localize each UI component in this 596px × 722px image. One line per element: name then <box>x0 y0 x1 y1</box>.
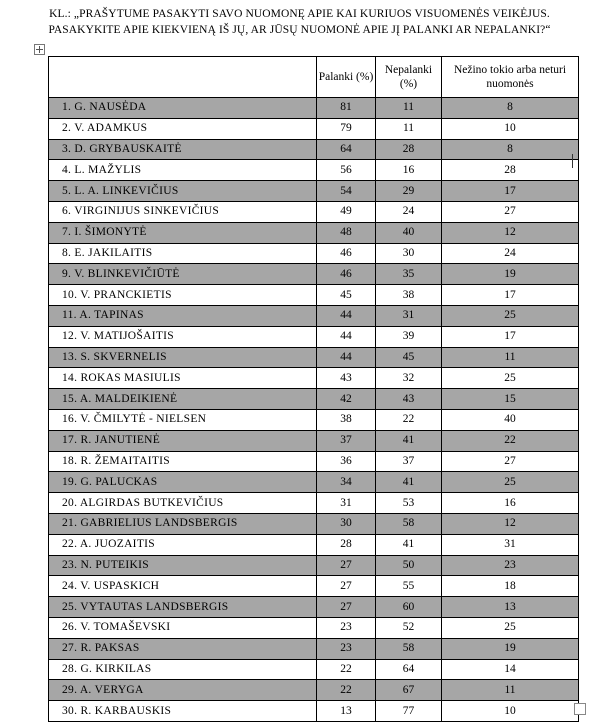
row-name-cell: 11. A. TAPINAS <box>49 305 317 326</box>
row-name-cell: 9. V. BLINKEVIČIŪTĖ <box>49 264 317 285</box>
row-unknown-cell: 17 <box>442 181 579 202</box>
row-favorable-cell: 38 <box>317 409 376 430</box>
row-unfavorable-cell: 41 <box>376 534 442 555</box>
table-row <box>49 701 579 722</box>
table-row <box>49 638 579 659</box>
row-unknown-cell: 8 <box>442 139 579 160</box>
row-unfavorable-cell: 16 <box>376 160 442 181</box>
table-row <box>49 430 579 451</box>
row-unknown-cell: 14 <box>442 659 579 680</box>
row-unknown-cell: 12 <box>442 513 579 534</box>
table-row <box>49 659 579 680</box>
row-unknown-cell: 19 <box>442 638 579 659</box>
header-unfavorable: Nepalanki (%) <box>376 57 442 98</box>
row-favorable-cell: 28 <box>317 534 376 555</box>
table-row <box>49 451 579 472</box>
row-favorable-cell: 42 <box>317 389 376 410</box>
row-unknown-cell: 25 <box>442 368 579 389</box>
row-unfavorable-cell: 39 <box>376 326 442 347</box>
table-row <box>49 285 579 306</box>
row-unfavorable-cell: 24 <box>376 201 442 222</box>
question-line-2: PASAKYKITE APIE KIEKVIENĄ IŠ JŲ, AR JŪSŲ NUOMONĖ APIE JĮ PALANKI AR NEPALANKI?“ <box>48 24 551 36</box>
row-name-cell: 29. A. VERYGA <box>49 680 317 701</box>
row-favorable-cell: 22 <box>317 659 376 680</box>
row-name-cell: 21. GABRIELIUS LANDSBERGIS <box>49 513 317 534</box>
table-row <box>49 576 579 597</box>
row-unfavorable-cell: 35 <box>376 264 442 285</box>
table-row <box>49 305 579 326</box>
table-row <box>49 139 579 160</box>
question-text <box>12 6 587 38</box>
row-name-cell: 4. L. MAŽYLIS <box>49 160 317 181</box>
table-row <box>49 326 579 347</box>
row-name-cell: 2. V. ADAMKUS <box>49 118 317 139</box>
row-unfavorable-cell: 22 <box>376 409 442 430</box>
row-unfavorable-cell: 52 <box>376 617 442 638</box>
table-row <box>49 493 579 514</box>
row-unfavorable-cell: 55 <box>376 576 442 597</box>
row-name-cell: 5. L. A. LINKEVIČIUS <box>49 181 317 202</box>
row-unknown-cell: 25 <box>442 617 579 638</box>
row-unfavorable-cell: 31 <box>376 305 442 326</box>
row-name-cell: 18. R. ŽEMAITAITIS <box>49 451 317 472</box>
table-row <box>49 389 579 410</box>
table-row <box>49 513 579 534</box>
row-favorable-cell: 30 <box>317 513 376 534</box>
row-unfavorable-cell: 60 <box>376 597 442 618</box>
row-unknown-cell: 11 <box>442 680 579 701</box>
row-unknown-cell: 27 <box>442 201 579 222</box>
table-row <box>49 118 579 139</box>
row-favorable-cell: 56 <box>317 160 376 181</box>
row-name-cell: 20. ALGIRDAS BUTKEVIČIUS <box>49 493 317 514</box>
table-row <box>49 98 579 119</box>
row-name-cell: 7. I. ŠIMONYTĖ <box>49 222 317 243</box>
table-row <box>49 368 579 389</box>
row-name-cell: 3. D. GRYBAUSKAITĖ <box>49 139 317 160</box>
row-name-cell: 23. N. PUTEIKIS <box>49 555 317 576</box>
row-name-cell: 15. A. MALDEIKIENĖ <box>49 389 317 410</box>
row-unknown-cell: 17 <box>442 285 579 306</box>
row-name-cell: 30. R. KARBAUSKIS <box>49 701 317 722</box>
row-favorable-cell: 13 <box>317 701 376 722</box>
row-unfavorable-cell: 11 <box>376 98 442 119</box>
row-unknown-cell: 23 <box>442 555 579 576</box>
table-row <box>49 264 579 285</box>
row-unknown-cell: 40 <box>442 409 579 430</box>
row-unknown-cell: 17 <box>442 326 579 347</box>
row-name-cell: 24. V. USPASKICH <box>49 576 317 597</box>
row-unknown-cell: 28 <box>442 160 579 181</box>
table-row <box>49 409 579 430</box>
row-unfavorable-cell: 77 <box>376 701 442 722</box>
header-unknown: Nežino tokio arba neturi nuomonės <box>442 57 579 98</box>
row-favorable-cell: 44 <box>317 347 376 368</box>
row-favorable-cell: 22 <box>317 680 376 701</box>
row-favorable-cell: 79 <box>317 118 376 139</box>
row-name-cell: 19. G. PALUCKAS <box>49 472 317 493</box>
table-row <box>49 555 579 576</box>
row-unfavorable-cell: 67 <box>376 680 442 701</box>
table-row <box>49 597 579 618</box>
row-favorable-cell: 37 <box>317 430 376 451</box>
table-row <box>49 534 579 555</box>
header-favorable: Palanki (%) <box>317 57 376 98</box>
row-name-cell: 14. ROKAS MASIULIS <box>49 368 317 389</box>
row-favorable-cell: 48 <box>317 222 376 243</box>
row-favorable-cell: 64 <box>317 139 376 160</box>
row-name-cell: 27. R. PAKSAS <box>49 638 317 659</box>
row-unfavorable-cell: 41 <box>376 472 442 493</box>
row-favorable-cell: 27 <box>317 555 376 576</box>
table-move-handle-icon[interactable] <box>34 44 45 55</box>
row-favorable-cell: 46 <box>317 243 376 264</box>
table-row <box>49 201 579 222</box>
row-name-cell: 17. R. JANUTIENĖ <box>49 430 317 451</box>
row-unfavorable-cell: 53 <box>376 493 442 514</box>
text-cursor <box>572 154 573 168</box>
row-unfavorable-cell: 58 <box>376 513 442 534</box>
opinion-table <box>48 56 579 722</box>
row-favorable-cell: 27 <box>317 597 376 618</box>
row-unknown-cell: 11 <box>442 347 579 368</box>
row-favorable-cell: 44 <box>317 305 376 326</box>
row-name-cell: 8. E. JAKILAITIS <box>49 243 317 264</box>
row-favorable-cell: 44 <box>317 326 376 347</box>
row-name-cell: 28. G. KIRKILAS <box>49 659 317 680</box>
row-unfavorable-cell: 50 <box>376 555 442 576</box>
row-unfavorable-cell: 43 <box>376 389 442 410</box>
row-unknown-cell: 12 <box>442 222 579 243</box>
row-unknown-cell: 15 <box>442 389 579 410</box>
row-name-cell: 10. V. PRANCKIETIS <box>49 285 317 306</box>
table-row <box>49 472 579 493</box>
row-favorable-cell: 54 <box>317 181 376 202</box>
row-unfavorable-cell: 45 <box>376 347 442 368</box>
row-unfavorable-cell: 28 <box>376 139 442 160</box>
table-row <box>49 617 579 638</box>
row-unfavorable-cell: 32 <box>376 368 442 389</box>
row-favorable-cell: 23 <box>317 638 376 659</box>
row-unknown-cell: 8 <box>442 98 579 119</box>
row-unfavorable-cell: 58 <box>376 638 442 659</box>
row-favorable-cell: 36 <box>317 451 376 472</box>
row-favorable-cell: 49 <box>317 201 376 222</box>
row-name-cell: 16. V. ČMILYTĖ - NIELSEN <box>49 409 317 430</box>
row-name-cell: 13. S. SKVERNELIS <box>49 347 317 368</box>
row-name-cell: 12. V. MATIJOŠAITIS <box>49 326 317 347</box>
row-unfavorable-cell: 37 <box>376 451 442 472</box>
table-row <box>49 243 579 264</box>
row-unfavorable-cell: 30 <box>376 243 442 264</box>
row-name-cell: 1. G. NAUSĖDA <box>49 98 317 119</box>
header-name <box>49 57 317 98</box>
question-line-1: KL.: „PRAŠYTUME PASAKYTI SAVO NUOMONĘ APIE KAI KURIUOS VISUOMENĖS VEIKĖJUS. <box>49 8 550 20</box>
row-favorable-cell: 43 <box>317 368 376 389</box>
row-favorable-cell: 81 <box>317 98 376 119</box>
row-unknown-cell: 24 <box>442 243 579 264</box>
row-favorable-cell: 46 <box>317 264 376 285</box>
row-favorable-cell: 31 <box>317 493 376 514</box>
row-unfavorable-cell: 41 <box>376 430 442 451</box>
row-unknown-cell: 22 <box>442 430 579 451</box>
row-unknown-cell: 25 <box>442 305 579 326</box>
row-unknown-cell: 10 <box>442 118 579 139</box>
row-unknown-cell: 13 <box>442 597 579 618</box>
table-body <box>49 98 579 722</box>
table-row <box>49 680 579 701</box>
row-unfavorable-cell: 11 <box>376 118 442 139</box>
row-unknown-cell: 18 <box>442 576 579 597</box>
row-favorable-cell: 23 <box>317 617 376 638</box>
row-unknown-cell: 16 <box>442 493 579 514</box>
row-favorable-cell: 34 <box>317 472 376 493</box>
table-row <box>49 347 579 368</box>
row-unfavorable-cell: 40 <box>376 222 442 243</box>
row-unknown-cell: 25 <box>442 472 579 493</box>
row-favorable-cell: 27 <box>317 576 376 597</box>
row-unknown-cell: 27 <box>442 451 579 472</box>
row-unfavorable-cell: 38 <box>376 285 442 306</box>
row-favorable-cell: 45 <box>317 285 376 306</box>
row-name-cell: 22. A. JUOZAITIS <box>49 534 317 555</box>
table-resize-handle-icon[interactable] <box>574 703 586 715</box>
table-row <box>49 160 579 181</box>
row-unknown-cell: 19 <box>442 264 579 285</box>
table-row <box>49 222 579 243</box>
row-unknown-cell: 10 <box>442 701 579 722</box>
row-unfavorable-cell: 64 <box>376 659 442 680</box>
table-row <box>49 181 579 202</box>
row-name-cell: 6. VIRGINIJUS SINKEVIČIUS <box>49 201 317 222</box>
row-name-cell: 25. VYTAUTAS LANDSBERGIS <box>49 597 317 618</box>
row-unknown-cell: 31 <box>442 534 579 555</box>
table-header-row <box>49 57 579 98</box>
row-name-cell: 26. V. TOMAŠEVSKI <box>49 617 317 638</box>
row-unfavorable-cell: 29 <box>376 181 442 202</box>
